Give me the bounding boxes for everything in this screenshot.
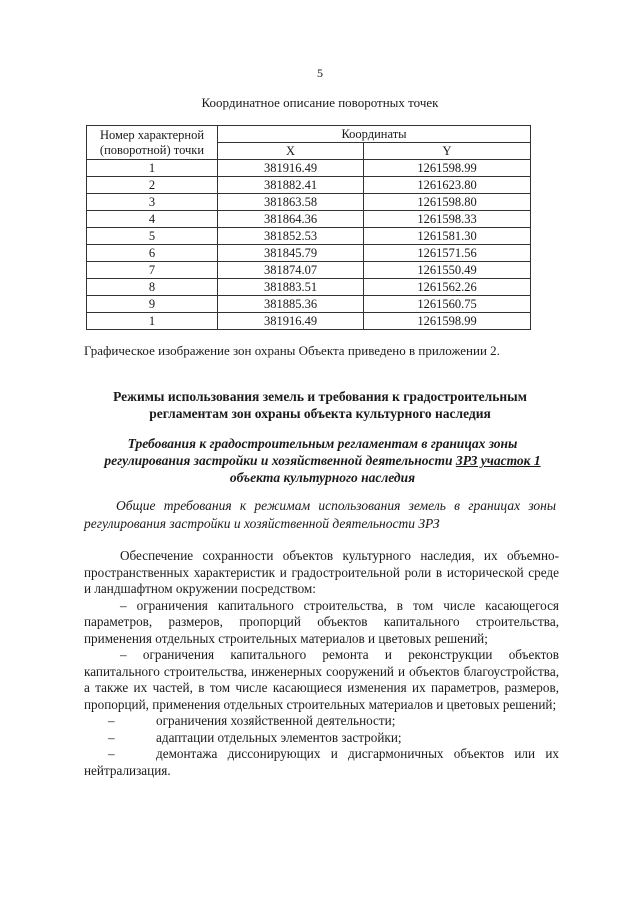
list-item: – демонтажа диссонирующих и дисгармоничных объектов или их нейтрализация. — [84, 746, 559, 778]
point-number-cell: 3 — [87, 194, 218, 211]
point-number-cell: 7 — [87, 262, 218, 279]
point-number-header: Номер характерной (поворотной) точки — [87, 126, 218, 160]
y-coordinate-cell: 1261571.56 — [364, 245, 531, 262]
x-coordinate-cell: 381882.41 — [218, 177, 364, 194]
list-item: – ограничения хозяйственной деятельности; — [108, 713, 396, 728]
table-row — [87, 228, 531, 245]
point-number-cell: 8 — [87, 279, 218, 296]
y-coordinate-cell: 1261581.30 — [364, 228, 531, 245]
table-row — [87, 262, 531, 279]
table-row — [87, 177, 531, 194]
point-number-cell: 5 — [87, 228, 218, 245]
table-row — [87, 194, 531, 211]
y-coordinate-cell: 1261562.26 — [364, 279, 531, 296]
x-coordinate-cell: 381916.49 — [218, 313, 364, 330]
coordinates-table — [86, 125, 531, 330]
section-title: Режимы использования земель и требования к градостроительным регламентам зон охраны объекта культурного наследия — [113, 389, 527, 421]
table-row — [87, 211, 531, 228]
table-row — [87, 245, 531, 262]
point-number-cell: 6 — [87, 245, 218, 262]
table-row — [87, 279, 531, 296]
table-caption: Координатное описание поворотных точек — [201, 95, 439, 110]
x-coordinate-cell: 381852.53 — [218, 228, 364, 245]
list-item: – ограничения капитального ремонта и реконструкции объектов капитального строительства, инженерных сооружений и объектов благоустройства, а также их частей, в том числе касающиеся изменения их параметров, размеров, пропорций, применения отдельных строительных материалов и цветовых решений; — [84, 647, 559, 712]
point-number-cell: 4 — [87, 211, 218, 228]
table-row — [87, 313, 531, 330]
x-coordinate-cell: 381864.36 — [218, 211, 364, 228]
x-coordinate-cell: 381845.79 — [218, 245, 364, 262]
y-coordinate-cell: 1261598.99 — [364, 160, 531, 177]
point-number-cell: 2 — [87, 177, 218, 194]
y-coordinate-cell: 1261598.99 — [364, 313, 531, 330]
coordinates-table-body — [87, 160, 531, 330]
list-item: – адаптации отдельных элементов застройки; — [108, 729, 402, 745]
y-coordinate-cell: 1261598.33 — [364, 211, 531, 228]
x-coordinate-cell: 381916.49 — [218, 160, 364, 177]
coordinates-header: Координаты — [218, 126, 531, 143]
y-coordinate-cell: 1261560.75 — [364, 296, 531, 313]
table-row — [87, 160, 531, 177]
point-number-cell: 1 — [87, 313, 218, 330]
x-coordinate-cell: 381863.58 — [218, 194, 364, 211]
y-coordinate-cell: 1261623.80 — [364, 177, 531, 194]
body-text — [84, 548, 559, 779]
x-coordinate-cell: 381874.07 — [218, 262, 364, 279]
graphic-reference-text: Графическое изображение зон охраны Объекта приведено в приложении 2. — [84, 343, 500, 358]
x-coordinate-cell: 381883.51 — [218, 279, 364, 296]
y-coordinate-cell: 1261550.49 — [364, 262, 531, 279]
x-header: X — [218, 143, 364, 160]
subsection-title: Требования к градостроительным регламентам в границах зоны регулирования застройки и хозяйственной деятельности ЗРЗ участок 1 объекта культурного наследия — [104, 436, 541, 485]
point-number-cell: 9 — [87, 296, 218, 313]
list-item: – ограничения капитального строительства, в том числе касающегося параметров, размеров, пропорций объектов капитального строительства, применения отдельных строительных материалов и цветовых решений; — [84, 597, 559, 646]
x-coordinate-cell: 381885.36 — [218, 296, 364, 313]
intro-paragraph: Обеспечение сохранности объектов культурного наследия, их объемно-пространственных характеристик и градостроительной роли в исторической среде и ландшафтном окружении посредством: — [84, 548, 559, 596]
table-row — [87, 296, 531, 313]
y-header: Y — [364, 143, 531, 160]
point-number-cell: 1 — [87, 160, 218, 177]
y-coordinate-cell: 1261598.80 — [364, 194, 531, 211]
general-requirements-heading: Общие требования к режимам использования земель в границах зоны регулирования застройки и хозяйственной деятельности ЗРЗ — [84, 498, 556, 531]
page-number: 5 — [317, 66, 323, 80]
